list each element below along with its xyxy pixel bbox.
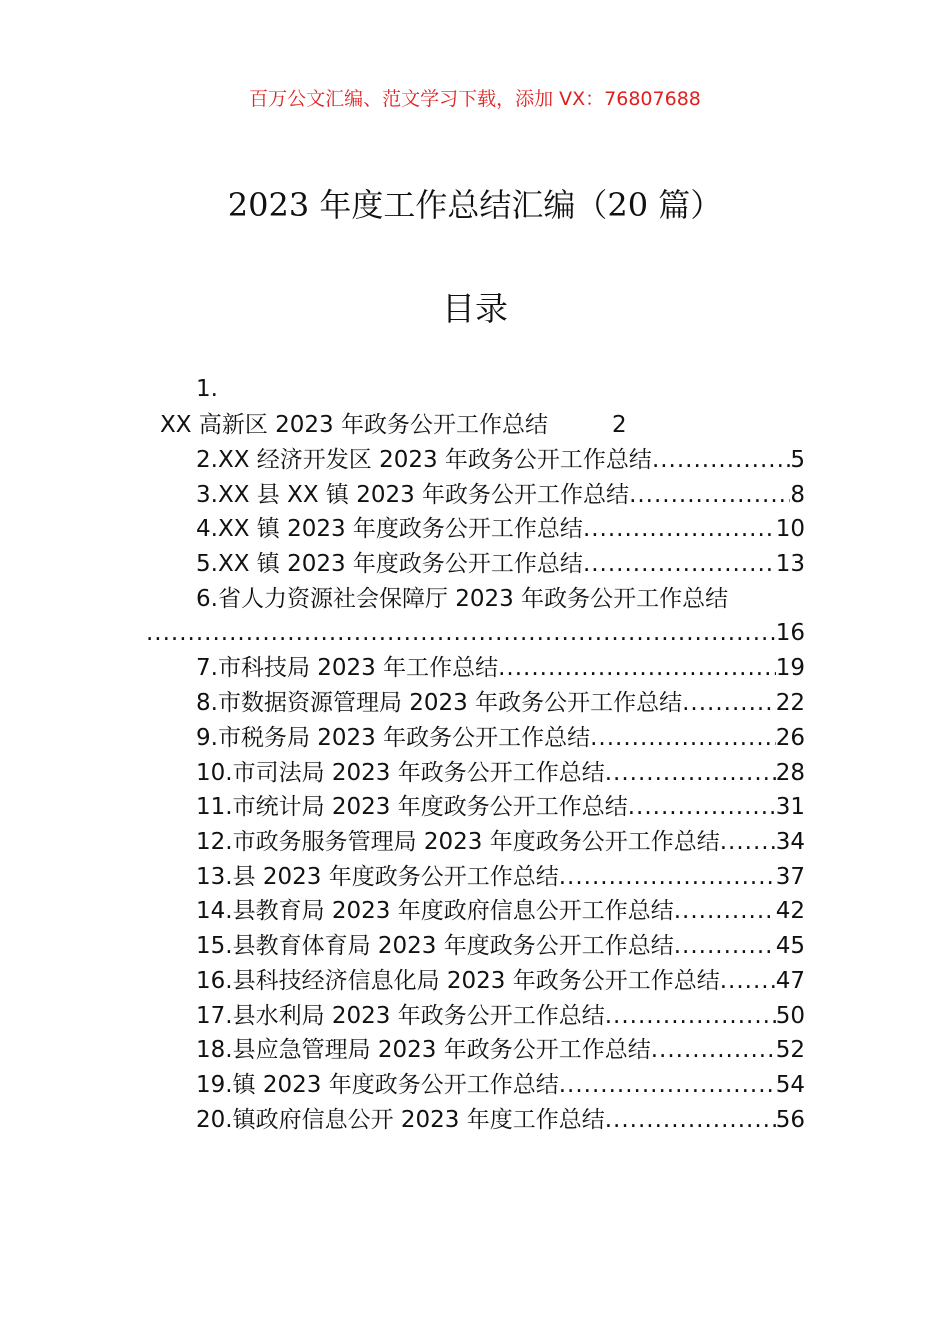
toc-item[interactable]: 2.XX 经济开发区 2023 年政务公开工作总结 ..... 5	[196, 443, 805, 477]
toc-item[interactable]: 14.县教育局 2023 年度政府信息公开工作总结 ..... 42	[196, 894, 805, 928]
toc-item-1-page: 2	[612, 412, 627, 438]
toc-item-6-leader[interactable]: ..... 16	[146, 616, 805, 650]
toc-item[interactable]: 3.XX 县 XX 镇 2023 年政务公开工作总结 ..... 8	[196, 478, 805, 512]
toc-item[interactable]: 17.县水利局 2023 年政务公开工作总结 ..... 50	[196, 999, 805, 1033]
toc-item[interactable]: 19.镇 2023 年度政务公开工作总结 ..... 54	[196, 1068, 805, 1102]
toc-item[interactable]: 4.XX 镇 2023 年度政务公开工作总结 ..... 10	[196, 512, 805, 546]
toc-item[interactable]: 18.县应急管理局 2023 年政务公开工作总结 ..... 52	[196, 1033, 805, 1067]
toc-item-6-label[interactable]: 6.省人力资源社会保障厅 2023 年政务公开工作总结	[196, 586, 729, 612]
toc-item[interactable]: 20.镇政府信息公开 2023 年度工作总结 ..... 56	[196, 1103, 805, 1137]
toc-item-1-number: 1.	[196, 376, 218, 402]
toc-item[interactable]: 10.市司法局 2023 年政务公开工作总结 ..... 28	[196, 756, 805, 790]
toc-item[interactable]: 5.XX 镇 2023 年度政务公开工作总结 ..... 13	[196, 547, 805, 581]
toc-item[interactable]: 13.县 2023 年度政务公开工作总结 ..... 37	[196, 860, 805, 894]
toc-item[interactable]: 11.市统计局 2023 年度政务公开工作总结 ..... 31	[196, 790, 805, 824]
document-title: 2023 年度工作总结汇编（20 篇）	[227, 186, 723, 224]
download-note: 百万公文汇编、范文学习下载，添加 VX：76807688	[249, 88, 701, 110]
toc-item[interactable]: 9.市税务局 2023 年政务公开工作总结 ..... 26	[196, 721, 805, 755]
toc-item[interactable]: 16.县科技经济信息化局 2023 年政务公开工作总结 ..... 47	[196, 964, 805, 998]
toc-item[interactable]: 15.县教育体育局 2023 年度政务公开工作总结 ..... 45	[196, 929, 805, 963]
toc-item[interactable]: 12.市政务服务管理局 2023 年度政务公开工作总结 ..... 34	[196, 825, 805, 859]
toc-heading: 目录	[442, 289, 508, 328]
toc-item[interactable]: 8.市数据资源管理局 2023 年政务公开工作总结 ..... 22	[196, 686, 805, 720]
toc-item-1-label[interactable]: XX 高新区 2023 年政务公开工作总结	[160, 412, 548, 438]
toc-item[interactable]: 7.市科技局 2023 年工作总结 ..... 19	[196, 651, 805, 685]
